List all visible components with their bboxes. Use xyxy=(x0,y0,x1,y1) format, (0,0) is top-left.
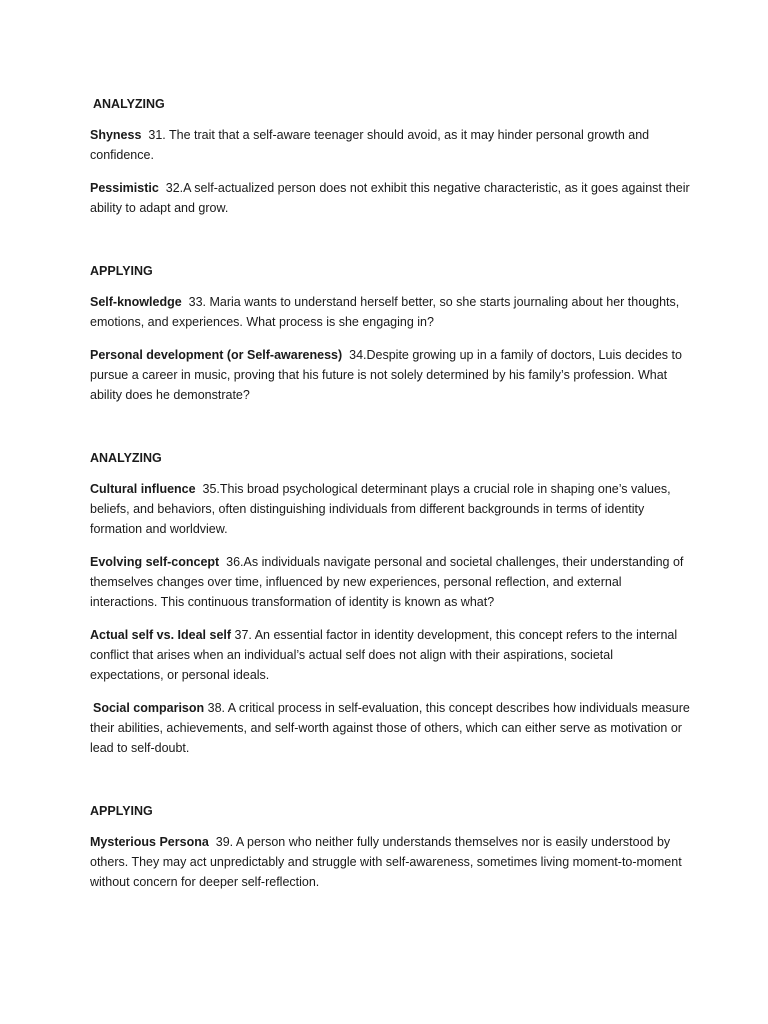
answer-label: Evolving self-concept xyxy=(90,555,220,569)
question-item xyxy=(90,345,690,405)
answer-label: Self-knowledge xyxy=(90,295,182,309)
answer-label: Social comparison xyxy=(93,701,205,715)
question-text: 35.This broad psychological determinant plays a crucial role in shaping one’s values, beliefs, and behaviors, often distinguishing individuals from different backgrounds in terms of identity formation and worldview. xyxy=(90,482,671,536)
question-item xyxy=(90,479,690,539)
answer-label: Personal development (or Self-awareness) xyxy=(90,348,343,362)
document-page xyxy=(90,94,690,905)
section-heading: ANALYZING xyxy=(90,451,162,465)
section-heading: ANALYZING xyxy=(93,97,165,111)
question-text: 32.A self-actualized person does not exhibit this negative characteristic, as it goes against their ability to adapt and grow. xyxy=(90,181,690,215)
question-item xyxy=(90,625,690,685)
section-heading: APPLYING xyxy=(90,264,153,278)
question-item xyxy=(90,292,690,332)
question-item xyxy=(90,125,690,165)
section-heading: APPLYING xyxy=(90,804,153,818)
question-text: 39. A person who neither fully understands themselves nor is easily understood by others. They may act unpredictably and struggle with self-awareness, sometimes living moment-to-moment without concern for deeper self-reflection. xyxy=(90,835,682,889)
question-text: 34.Despite growing up in a family of doctors, Luis decides to pursue a career in music, proving that his future is not solely determined by his family’s profession. What ability does he demonstrate? xyxy=(90,348,682,402)
question-text: 38. A critical process in self-evaluation, this concept describes how individuals measure their abilities, achievements, and self-worth against those of others, which can either serve as motivation or lead to self-doubt. xyxy=(90,701,690,755)
answer-label: Pessimistic xyxy=(90,181,159,195)
answer-label: Cultural influence xyxy=(90,482,196,496)
question-item xyxy=(90,832,690,892)
question-text: 37. An essential factor in identity development, this concept refers to the internal conflict that arises when an individual’s actual self does not align with their aspirations, societal expectations, or personal ideals. xyxy=(90,628,678,682)
question-text: 31. The trait that a self-aware teenager should avoid, as it may hinder personal growth and confidence. xyxy=(90,128,650,162)
question-item xyxy=(90,552,690,612)
question-text: 33. Maria wants to understand herself better, so she starts journaling about her thoughts, emotions, and experiences. What process is she engaging in? xyxy=(90,295,680,329)
answer-label: Actual self vs. Ideal self xyxy=(90,628,232,642)
question-item xyxy=(90,178,690,218)
question-item xyxy=(90,698,690,758)
answer-label: Mysterious Persona xyxy=(90,835,209,849)
question-text: 36.As individuals navigate personal and societal challenges, their understanding of themselves changes over time, influenced by new experiences, personal reflection, and external interactions. This continuous transformation of identity is known as what? xyxy=(90,555,684,609)
answer-label: Shyness xyxy=(90,128,142,142)
